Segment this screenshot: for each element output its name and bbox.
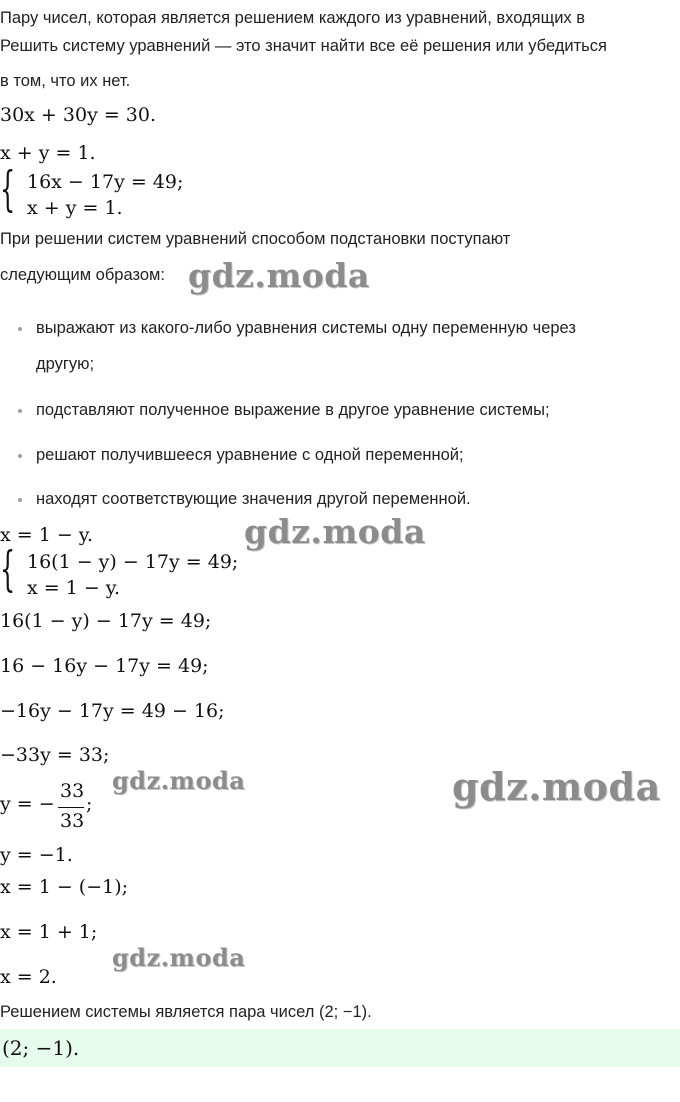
step-1-continued: другую; xyxy=(36,355,95,373)
watermark: gdz.moda xyxy=(188,256,370,295)
watermark: gdz.moda xyxy=(452,764,661,809)
watermark: gdz.moda xyxy=(112,766,246,795)
fraction-denominator: 33 xyxy=(60,810,85,832)
system-2-row-2: x = 1 − y. xyxy=(27,577,121,599)
answer-value: (2; −1). xyxy=(2,1036,80,1060)
system-1-row-1: 16x − 17y = 49; xyxy=(27,171,184,193)
brace-icon: { xyxy=(0,541,16,597)
intro-line-3: в том, что их нет. xyxy=(0,72,131,90)
step-eq-7: x = 1 + 1; xyxy=(0,921,98,943)
fraction-numerator: 33 xyxy=(60,780,85,802)
method-line-1: При решении систем уравнений способом подстановки поступают xyxy=(0,230,511,248)
system-2-row-1: 16(1 − y) − 17y = 49; xyxy=(27,551,239,573)
equation-1: 30x + 30y = 30. xyxy=(0,104,157,126)
watermark: gdz.moda xyxy=(244,512,426,551)
step-eq-6: x = 1 − (−1); xyxy=(0,876,129,898)
step-3: решают получившееся уравнение с одной переменной; xyxy=(36,446,464,464)
step-2: подставляют полученное выражение в другое уравнение системы; xyxy=(36,401,550,419)
equation-2: x + y = 1. xyxy=(0,142,96,164)
step-4: находят соответствующие значения другой переменной. xyxy=(36,490,471,508)
bullet-icon xyxy=(18,327,22,331)
step-eq-8: x = 2. xyxy=(0,966,57,988)
step-1: выражают из какого-либо уравнения системы одну переменную через xyxy=(36,319,576,337)
fraction-prefix: y = − xyxy=(0,793,55,815)
step-eq-1: 16(1 − y) − 17y = 49; xyxy=(0,610,212,632)
bullet-icon xyxy=(18,498,22,502)
bullet-icon xyxy=(18,454,22,458)
conclusion: Решением системы является пара чисел (2; −1). xyxy=(0,1003,372,1021)
watermark: gdz.moda xyxy=(112,943,246,972)
fraction-suffix: ; xyxy=(86,793,93,815)
brace-icon: { xyxy=(0,161,16,217)
system-1-row-2: x + y = 1. xyxy=(27,197,123,219)
answer-box xyxy=(0,1029,680,1067)
method-line-2: следующим образом: xyxy=(0,266,165,284)
step-eq-3: −16y − 17y = 49 − 16; xyxy=(0,700,225,722)
step-eq-4: −33y = 33; xyxy=(0,744,110,766)
intro-line-2: Решить систему уравнений — это значит найти все её решения или убедиться xyxy=(0,37,607,55)
bullet-icon xyxy=(18,409,22,413)
step-eq-5: y = −1. xyxy=(0,844,73,866)
step-eq-2: 16 − 16y − 17y = 49; xyxy=(0,655,209,677)
express-x: x = 1 − y. xyxy=(0,524,94,546)
intro-line-1: Пару чисел, которая является решением каждого из уравнений, входящих в xyxy=(0,9,586,27)
fraction-bar xyxy=(58,807,84,808)
